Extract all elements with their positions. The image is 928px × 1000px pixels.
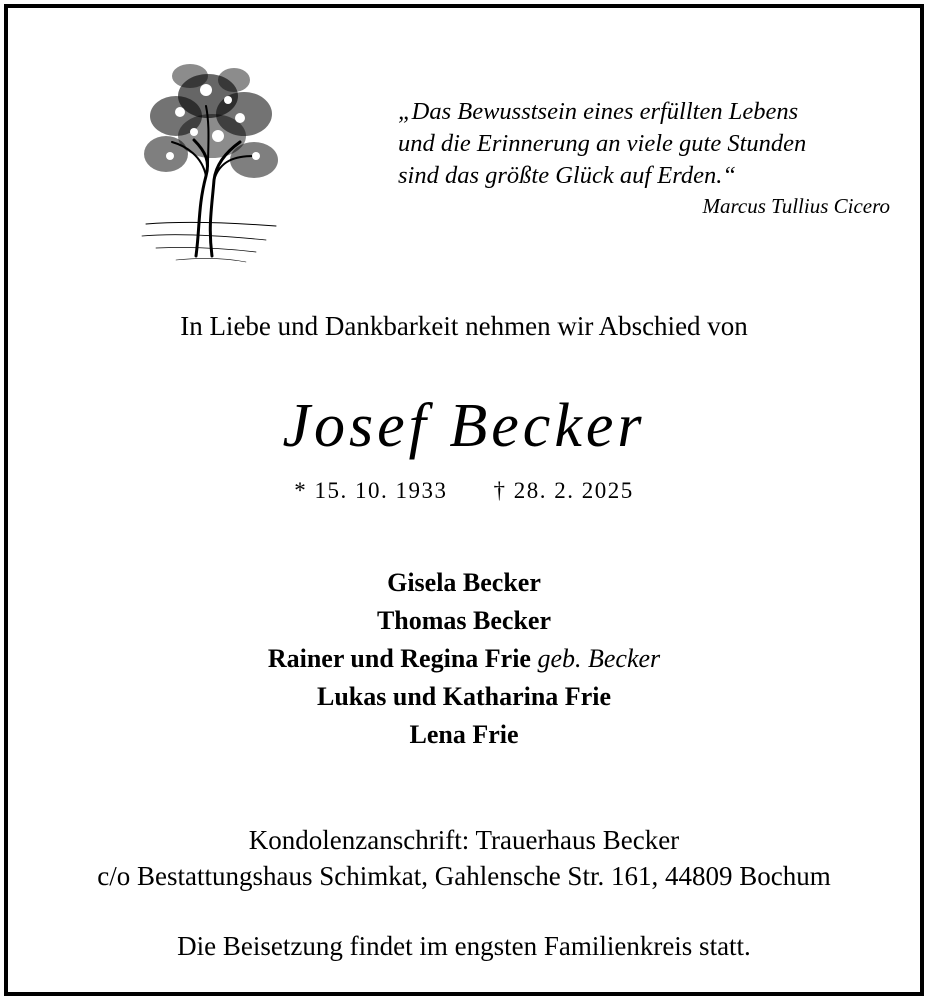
quote-line: und die Erinnerung an viele gute Stunden [398, 130, 807, 157]
family-member [8, 640, 920, 678]
life-dates [8, 476, 920, 506]
death-date: † 28. 2. 2025 [493, 478, 634, 503]
quote-author: Marcus Tullius Cicero [702, 194, 890, 218]
condolence-address [8, 822, 920, 894]
family-member-note: geb. Becker [537, 644, 661, 673]
family-member-name: Rainer und Regina Frie [267, 644, 531, 673]
quote-line: sind das größte Glück auf Erden.“ [398, 162, 736, 189]
family-member-name: Lena Frie [409, 720, 519, 749]
burial-note: Die Beisetzung findet im engsten Familienkreis statt. [177, 931, 751, 961]
family-member [8, 716, 920, 754]
quote-text [398, 96, 806, 192]
birth-date: * 15. 10. 1933 [294, 478, 448, 503]
condolence-line: c/o Bestattungshaus Schimkat, Gahlensche Str. 161, 44809 Bochum [97, 861, 831, 891]
family-member-name: Thomas Becker [376, 606, 552, 635]
quote-line: „Das Bewusstsein eines erfüllten Lebens [398, 98, 799, 125]
family-list [8, 564, 920, 754]
tree-illustration-icon [136, 56, 286, 266]
deceased-name: Josef Becker [282, 392, 646, 460]
intro-text: In Liebe und Dankbarkeit nehmen wir Abschied von [180, 311, 748, 341]
family-member-name: Lukas und Katharina Frie [316, 682, 611, 711]
family-member [8, 602, 920, 640]
family-member [8, 564, 920, 602]
condolence-line: Kondolenzanschrift: Trauerhaus Becker [248, 825, 680, 855]
family-member-name: Gisela Becker [387, 568, 541, 597]
obituary-frame [4, 4, 924, 996]
family-member [8, 678, 920, 716]
